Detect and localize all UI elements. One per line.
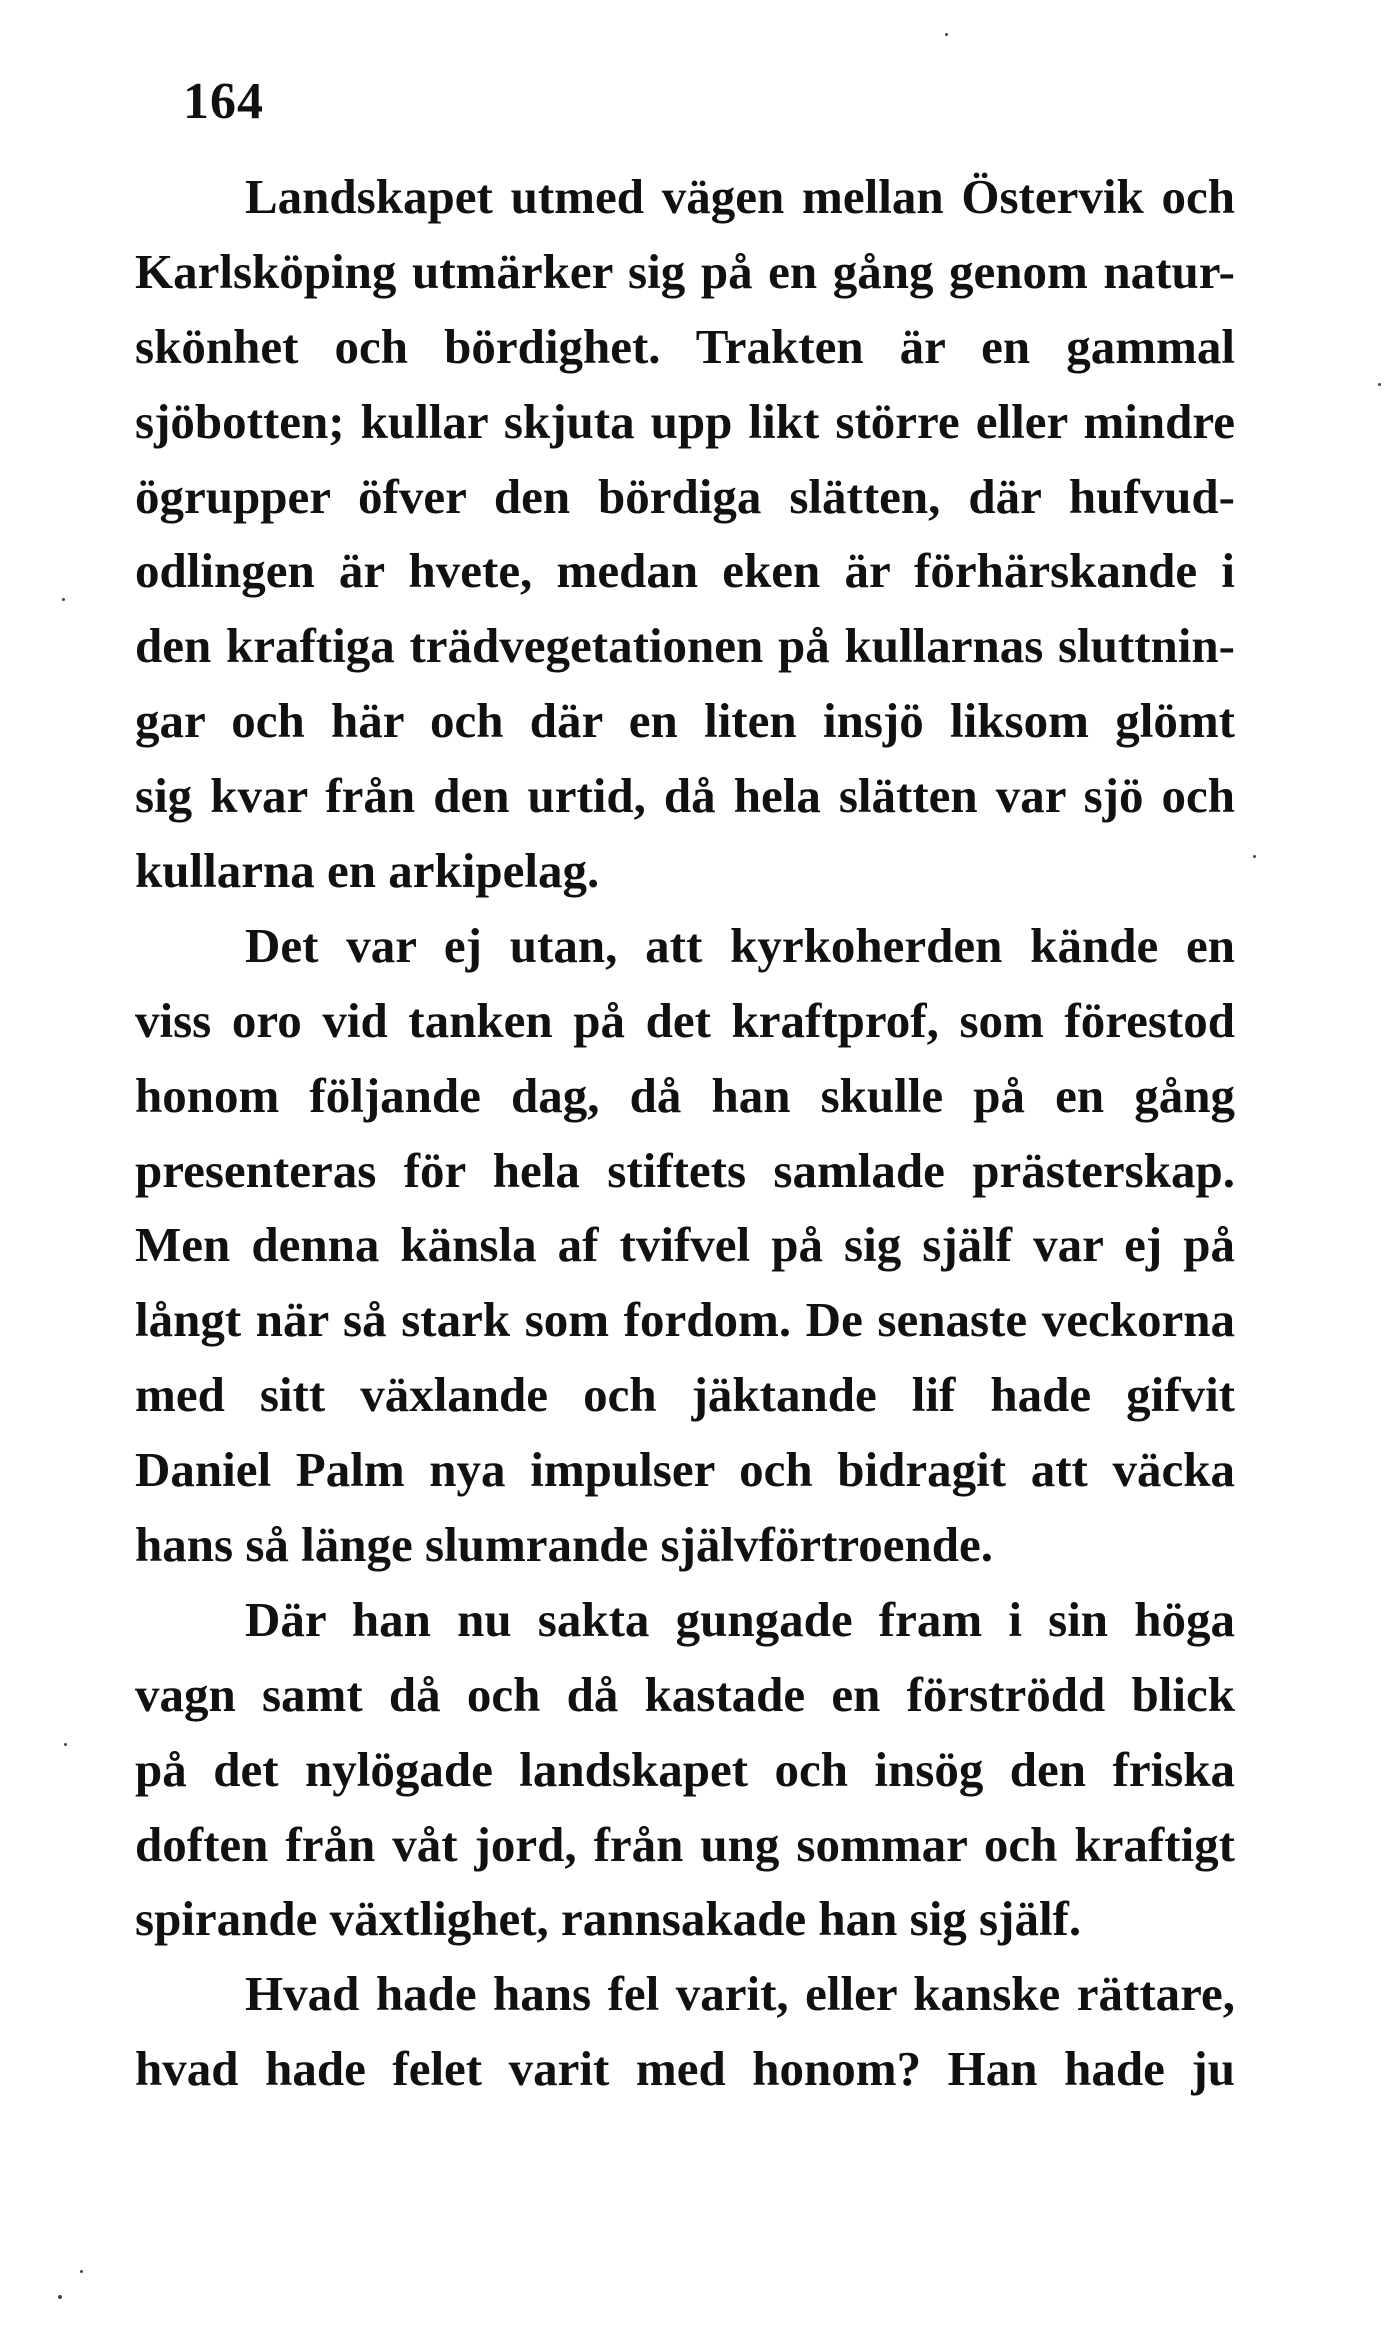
text-line: den kraftiga trädvegetationen på kullarnas sluttnin-: [135, 618, 1235, 674]
print-speck: [80, 2270, 83, 2273]
page-text: [135, 160, 1235, 2107]
text-line: skönhet och bördighet. Trakten är en gammal: [135, 318, 1235, 374]
print-speck: [62, 598, 65, 601]
text-line: Daniel Palm nya impulser och bidragit att väcka: [135, 1442, 1235, 1498]
text-line: gar och här och där en liten insjö liksom glömt: [135, 693, 1235, 749]
print-speck: [64, 1743, 67, 1746]
text-line: vagn samt då och då kastade en förströdd blick: [135, 1666, 1235, 1722]
text-line: Hvad hade hans fel varit, eller kanske rättare,: [245, 1966, 1235, 2022]
text-line: hvad hade felet varit med honom? Han hade ju: [135, 2041, 1235, 2097]
text-line: på det nylögade landskapet och insög den friska: [135, 1741, 1235, 1797]
text-line: honom följande dag, då han skulle på en gång: [135, 1067, 1235, 1123]
print-speck: [945, 33, 948, 36]
print-speck: [58, 2295, 62, 2299]
text-line: Landskapet utmed vägen mellan Östervik och: [245, 169, 1235, 224]
text-line: odlingen är hvete, medan eken är förhärskande i: [135, 543, 1235, 599]
print-speck: [1378, 383, 1381, 386]
text-line: Det var ej utan, att kyrkoherden kände en: [245, 917, 1235, 973]
text-line: viss oro vid tanken på det kraftprof, som förestod: [135, 992, 1235, 1048]
text-line: Där han nu sakta gungade fram i sin höga: [245, 1591, 1235, 1647]
text-line: Karlsköping utmärker sig på en gång genom natur-: [135, 243, 1235, 299]
text-line: doften från våt jord, från ung sommar och kraftigt: [135, 1816, 1235, 1872]
text-line: ögrupper öfver den bördiga slätten, där hufvud-: [135, 468, 1235, 524]
text-line: spirande växtlighet, rannsakade han sig själf.: [135, 1891, 1082, 1947]
text-line: presenteras för hela stiftets samlade prästerskap.: [135, 1142, 1235, 1198]
page-number: 164: [183, 73, 264, 130]
text-line: hans så länge slumrande självförtroende.: [135, 1517, 994, 1573]
text-line: kullarna en arkipelag.: [135, 843, 600, 899]
text-line: långt när så stark som fordom. De senaste veckorna: [135, 1292, 1235, 1348]
text-line: sig kvar från den urtid, då hela slätten var sjö och: [135, 768, 1235, 824]
text-line: sjöbotten; kullar skjuta upp likt större eller mindre: [135, 393, 1235, 449]
text-line: med sitt växlande och jäktande lif hade gifvit: [135, 1367, 1235, 1423]
text-line: Men denna känsla af tvifvel på sig själf var ej på: [135, 1217, 1235, 1273]
print-speck: [1253, 855, 1256, 858]
